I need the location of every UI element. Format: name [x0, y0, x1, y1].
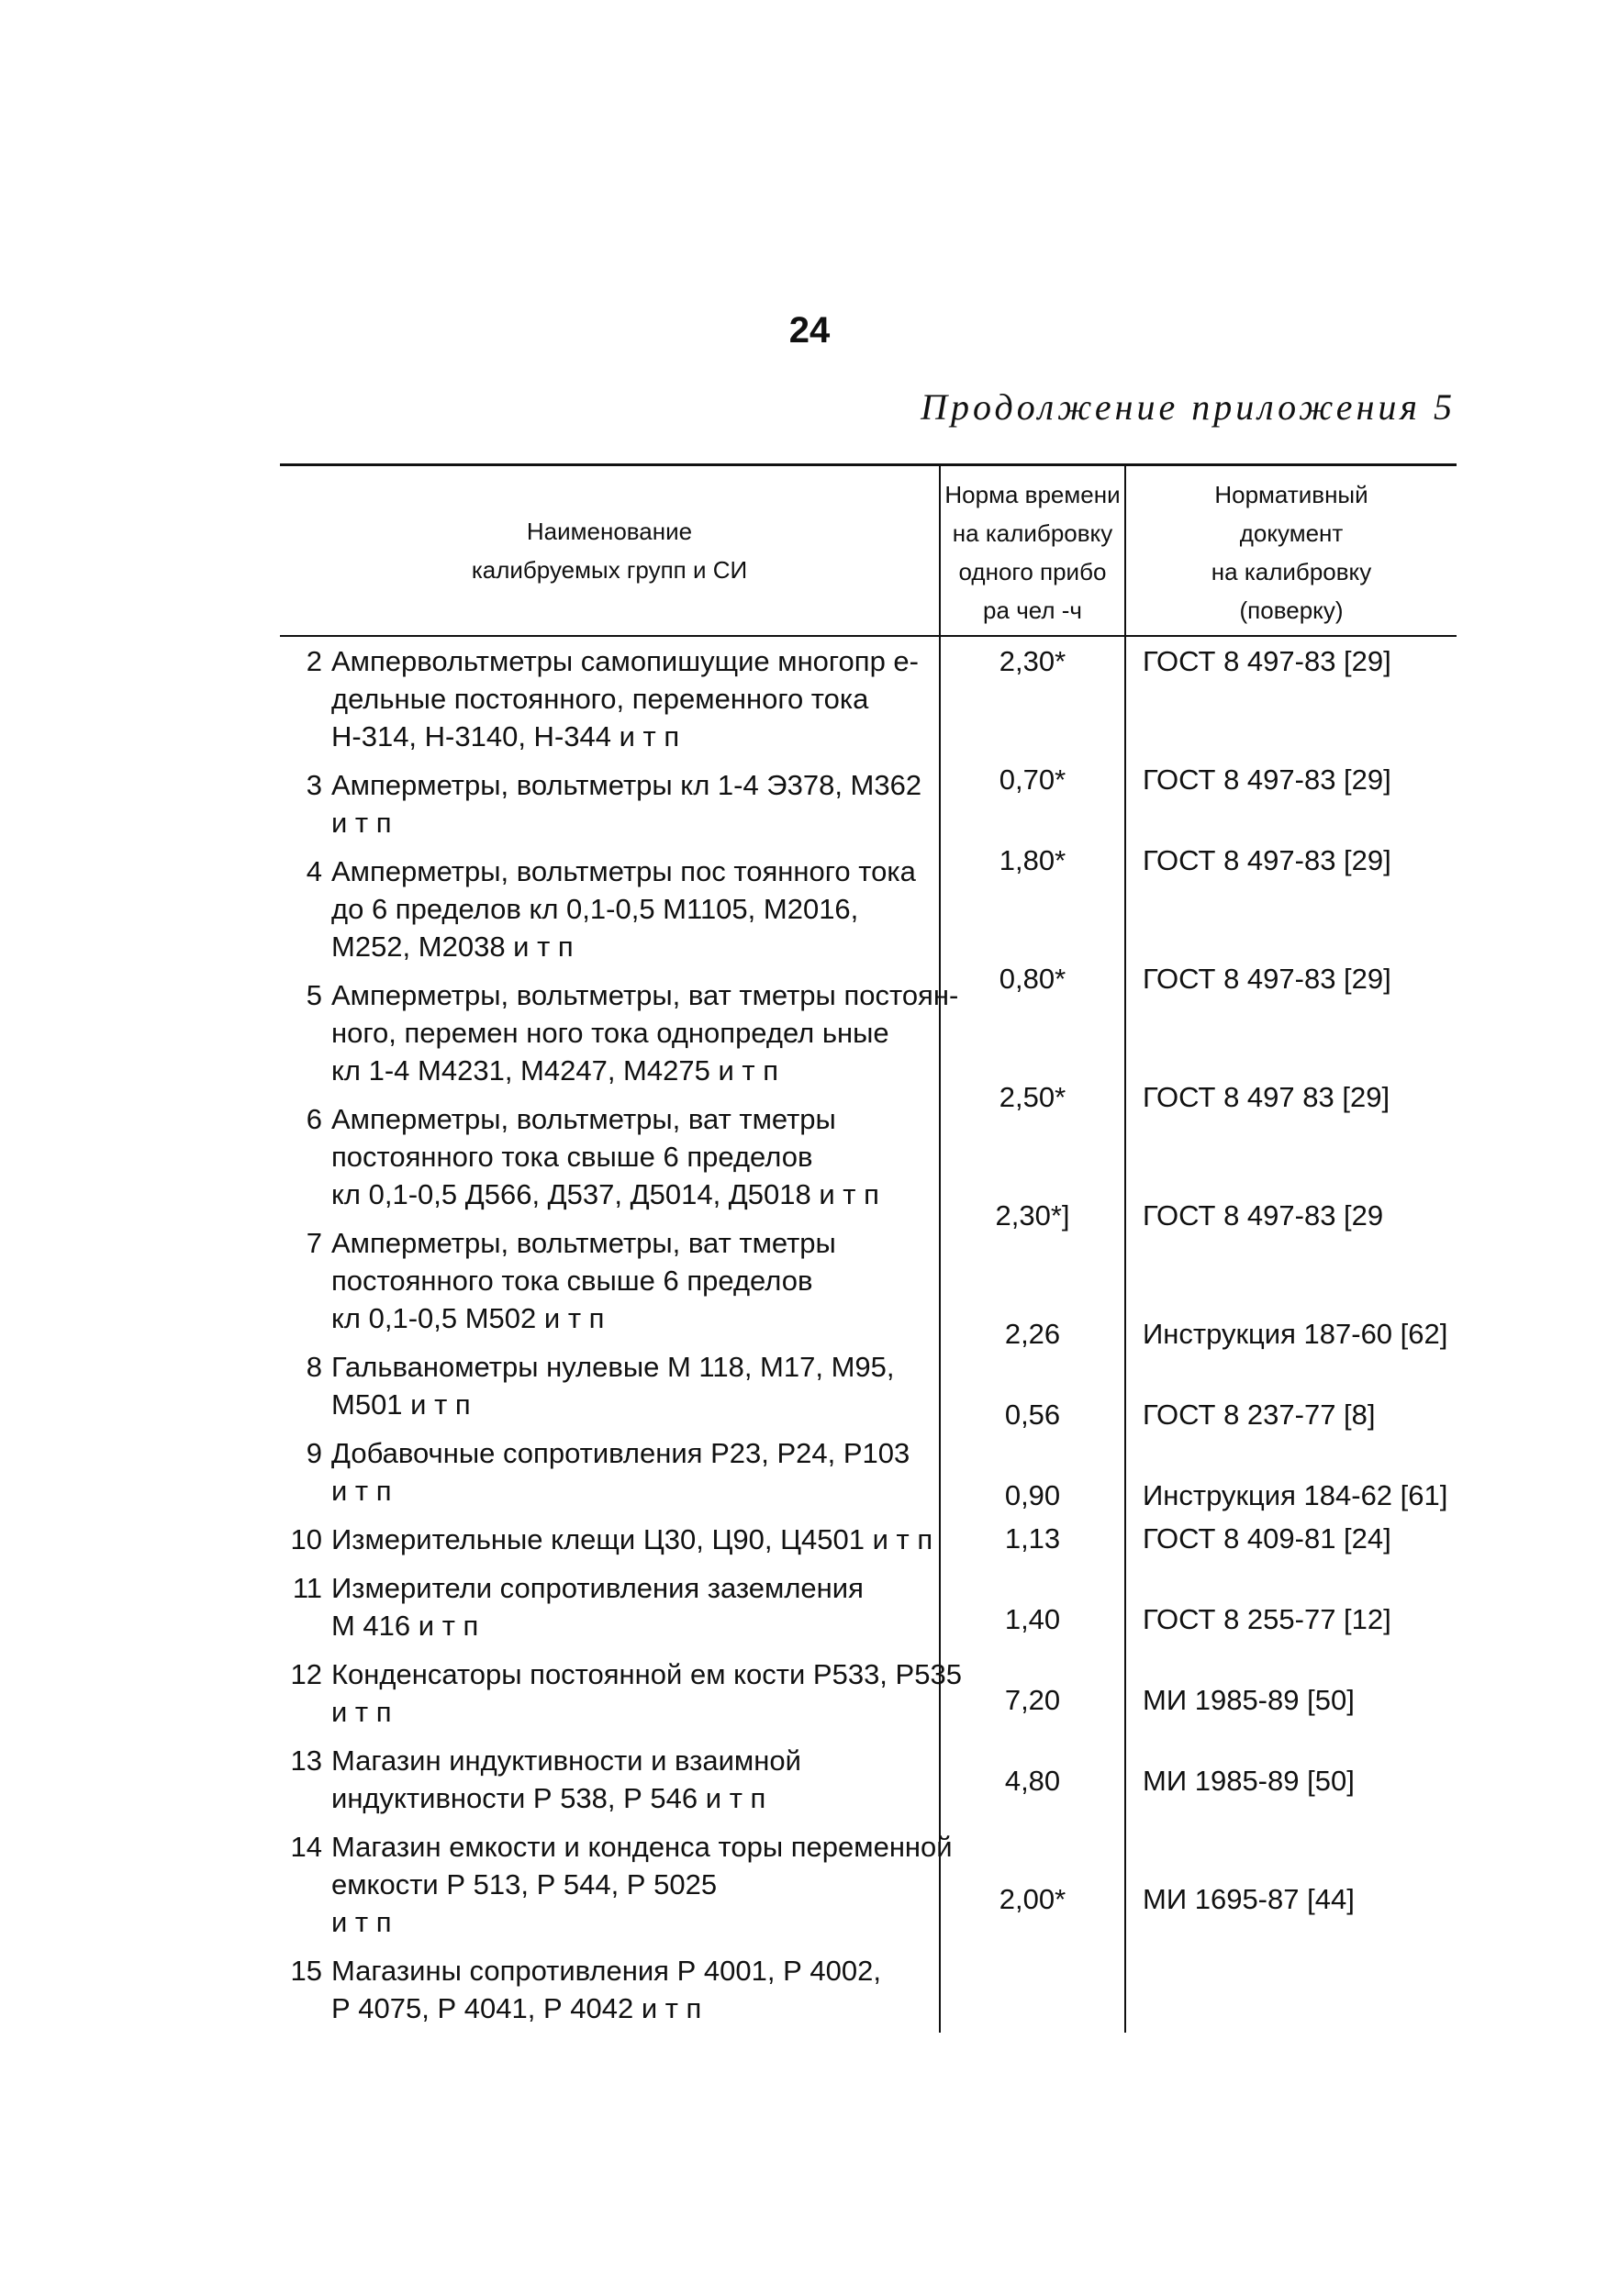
row-number: 3: [306, 769, 322, 801]
row-norm-value: 4,80: [1004, 1765, 1061, 1797]
row-norm-value: 2,50*: [999, 1081, 1066, 1113]
table-row-name: [280, 1219, 939, 1343]
row-name-line: Амперметры, вольтметры, ват тметры: [331, 1227, 836, 1259]
row-name: [331, 1521, 932, 1564]
row-name-line: Амперметры, вольтметры кл 1-4 Э378, М362: [331, 769, 922, 801]
row-number: 5: [306, 979, 322, 1011]
table-row-name: [280, 1946, 939, 2033]
header-norm: [939, 466, 1124, 635]
table-row-name: [280, 1564, 939, 1650]
table-row-name: [280, 761, 939, 847]
row-document: ГОСТ 8 409-81 [24]: [1143, 1522, 1391, 1555]
table-row-name: [280, 847, 939, 971]
row-document: МИ 1985-89 [50]: [1143, 1765, 1355, 1797]
header-norm-line: одного прибо: [958, 558, 1107, 585]
row-norm-value: 0,56: [1004, 1399, 1061, 1431]
row-number: 15: [290, 1955, 322, 1987]
row-document: ГОСТ 8 237-77 [8]: [1143, 1399, 1376, 1431]
header-norm-line: ра чел -ч: [983, 596, 1082, 624]
row-name-line: Измерители сопротивления заземления: [331, 1572, 864, 1604]
row-name-line: Магазин емкости и конденса торы переменной: [331, 1831, 953, 1863]
header-norm-line: Норма времени: [944, 481, 1121, 508]
row-name-line: и т п: [331, 1906, 392, 1938]
row-norm-value: 0,70*: [999, 763, 1066, 796]
page-number: 24: [788, 310, 831, 351]
norm-column: [939, 637, 1124, 2033]
table-row-name: [280, 1429, 939, 1515]
row-name-line: и т п: [331, 1475, 392, 1507]
row-name: [331, 1952, 881, 2033]
row-name-line: Магазины сопротивления Р 4001, Р 4002,: [331, 1955, 881, 1987]
row-name: [331, 1348, 895, 1429]
row-norm-value: 2,30*: [999, 645, 1066, 677]
row-name: [331, 1434, 910, 1515]
header-doc-line: Нормативный: [1214, 481, 1368, 508]
name-column: [280, 637, 962, 2033]
row-name-line: М501 и т п: [331, 1388, 471, 1421]
row-number: 8: [306, 1351, 322, 1383]
row-norm-value: 0,80*: [999, 963, 1066, 995]
row-name: [331, 1224, 836, 1343]
header-doc: [1124, 466, 1457, 635]
table-row-name: [280, 1343, 939, 1429]
row-number: 9: [306, 1437, 322, 1469]
row-name-line: Р 4075, Р 4041, Р 4042 и т п: [331, 1992, 702, 2024]
calibration-table: [280, 463, 1457, 2033]
row-name-line: Ампервольтметры самопишущие многопр е-: [331, 645, 919, 677]
row-document: ГОСТ 8 497-83 [29: [1143, 1199, 1384, 1232]
header-name-line: Наименование: [526, 518, 693, 545]
row-document: ГОСТ 8 497-83 [29]: [1143, 645, 1391, 677]
header-doc-line: документ: [1239, 519, 1344, 547]
row-name-line: кл 0,1-0,5 Д566, Д537, Д5014, Д5018 и т п: [331, 1178, 879, 1210]
row-name-line: ного, перемен ного тока однопредел ьные: [331, 1017, 889, 1049]
row-name: [331, 1742, 801, 1822]
row-document: ГОСТ 8 497-83 [29]: [1143, 844, 1391, 876]
row-name-line: М252, М2038 и т п: [331, 931, 574, 963]
header-name: [280, 466, 939, 635]
row-name-line: Добавочные сопротивления Р23, Р24, Р103: [331, 1437, 910, 1469]
row-name-line: дельные постоянного, переменного тока: [331, 683, 869, 715]
row-name-line: М 416 и т п: [331, 1610, 479, 1642]
row-name: [331, 642, 919, 761]
row-name: [331, 853, 916, 971]
row-name: [331, 1100, 879, 1219]
row-name-line: Магазин индуктивности и взаимной: [331, 1744, 801, 1777]
table-row-name: [280, 1515, 939, 1564]
row-number: 6: [306, 1103, 322, 1135]
row-number: 11: [292, 1572, 322, 1604]
table-row-name: [280, 971, 959, 1095]
row-name-line: Амперметры, вольтметры пос тоянного тока: [331, 855, 916, 887]
row-name-line: Н-314, Н-3140, Н-344 и т п: [331, 720, 680, 752]
row-name-line: емкости Р 513, Р 544, Р 5025: [331, 1868, 718, 1900]
row-norm-value: 2,30*]: [995, 1199, 1070, 1232]
table-header: [280, 466, 1457, 637]
row-norm-value: 1,80*: [999, 844, 1066, 876]
row-name-line: Конденсаторы постоянной ем кости Р533, Р535: [331, 1658, 962, 1690]
row-document: ГОСТ 8 497 83 [29]: [1143, 1081, 1390, 1113]
row-number: 4: [306, 855, 322, 887]
row-name-line: кл 0,1-0,5 М502 и т п: [331, 1302, 605, 1334]
table-row-name: [280, 637, 939, 761]
header-name-line: калибруемых групп и СИ: [471, 556, 748, 584]
row-name-line: Амперметры, вольтметры, ват тметры постоян-: [331, 979, 959, 1011]
row-name: [331, 1569, 864, 1650]
table-row-name: [280, 1650, 962, 1736]
row-norm-value: 7,20: [1004, 1684, 1061, 1716]
row-name-line: кл 1-4 М4231, М4247, М4275 и т п: [331, 1054, 778, 1087]
continuation-title: Продолжение приложения 5: [921, 386, 1456, 428]
header-doc-line: (поверку): [1239, 596, 1344, 624]
row-document: МИ 1695-87 [44]: [1143, 1883, 1355, 1915]
row-name-line: постоянного тока свыше 6 пределов: [331, 1265, 813, 1297]
row-document: Инструкция 187-60 [62]: [1143, 1318, 1448, 1350]
row-document: ГОСТ 8 255-77 [12]: [1143, 1603, 1391, 1635]
row-name: [331, 976, 958, 1095]
row-number: 12: [290, 1658, 322, 1690]
row-document: ГОСТ 8 497-83 [29]: [1143, 763, 1391, 796]
row-number: 14: [290, 1831, 322, 1863]
row-number: 2: [306, 645, 322, 677]
table-body: [280, 637, 1457, 2033]
row-number: 13: [290, 1744, 322, 1777]
header-doc-line: на калибровку: [1211, 558, 1372, 585]
row-name-line: постоянного тока свыше 6 пределов: [331, 1141, 813, 1173]
doc-column: [1124, 637, 1457, 2033]
row-document: ГОСТ 8 497-83 [29]: [1143, 963, 1391, 995]
row-number: 7: [306, 1227, 322, 1259]
row-norm-value: 1,40: [1004, 1603, 1061, 1635]
row-name-line: и т п: [331, 807, 392, 839]
row-norm-value: 2,00*: [999, 1883, 1066, 1915]
row-name-line: Измерительные клещи Ц30, Ц90, Ц4501 и т п: [331, 1523, 933, 1555]
row-norm-value: 2,26: [1004, 1318, 1061, 1350]
row-norm-value: 0,90: [1004, 1479, 1061, 1511]
row-name: [331, 1655, 962, 1736]
row-number: 10: [290, 1523, 322, 1555]
row-name-line: и т п: [331, 1696, 392, 1728]
row-name-line: индуктивности Р 538, Р 546 и т п: [331, 1782, 766, 1814]
row-name-line: Амперметры, вольтметры, ват тметры: [331, 1103, 836, 1135]
row-name: [331, 1828, 953, 1946]
row-document: МИ 1985-89 [50]: [1143, 1684, 1355, 1716]
row-document: Инструкция 184-62 [61]: [1143, 1479, 1448, 1511]
row-name-line: до 6 пределов кл 0,1-0,5 М1105, М2016,: [331, 893, 859, 925]
table-row-name: [280, 1736, 939, 1822]
table-row-name: [280, 1095, 939, 1219]
header-norm-line: на калибровку: [952, 519, 1113, 547]
table-row-name: [280, 1822, 953, 1946]
row-name-line: Гальванометры нулевые М 118, М17, М95,: [331, 1351, 895, 1383]
row-name: [331, 766, 921, 847]
row-norm-value: 1,13: [1004, 1522, 1061, 1555]
